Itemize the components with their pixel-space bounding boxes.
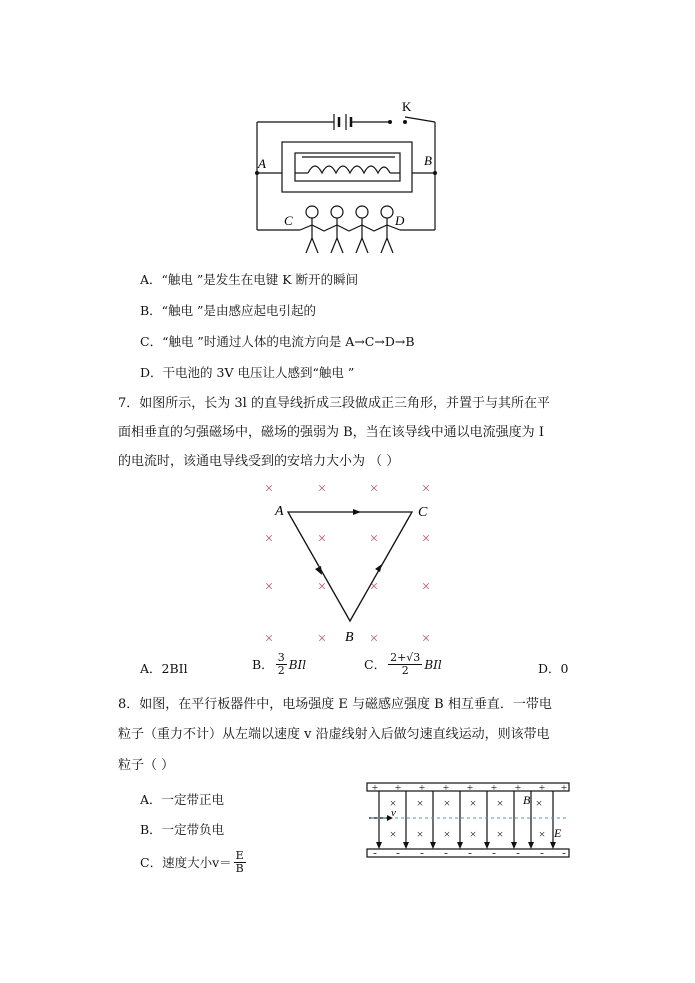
svg-text:B: B [424, 153, 432, 168]
svg-text:+: + [371, 782, 379, 794]
svg-text:×: × [264, 631, 274, 647]
svg-text:-: - [420, 847, 424, 859]
svg-text:A: A [258, 156, 266, 171]
svg-text:+: + [466, 782, 474, 794]
q8-stem-line-1: 8．如图，在平行板器件中，电场强度 E 与磁感应强度 B 相互垂直．一带电 [118, 697, 552, 712]
svg-text:×: × [535, 796, 543, 810]
svg-text:-: - [516, 847, 520, 859]
triangle-field-figure [255, 478, 440, 648]
vertex-c-label: C [418, 505, 428, 520]
q7-option-a[interactable]: A．2BIl [140, 661, 188, 676]
svg-text:×: × [369, 531, 379, 547]
q6-option-b[interactable]: B．“触电 ”是由感应起电引起的 [140, 303, 316, 318]
svg-text:×: × [369, 579, 379, 595]
svg-text:C: C [284, 213, 293, 228]
q7-stem-line-3: 的电流时，该通电导线受到的安培力大小为 （ ） [118, 454, 400, 469]
svg-text:+: + [394, 782, 402, 794]
svg-text:+: + [538, 782, 546, 794]
switch-label: K [402, 99, 412, 114]
svg-text:×: × [421, 481, 431, 497]
svg-text:×: × [317, 631, 327, 647]
svg-text:-: - [562, 847, 566, 859]
vertex-a-label: A [275, 504, 284, 519]
q8-option-a[interactable]: A．一定带正电 [140, 792, 225, 807]
svg-text:×: × [443, 796, 451, 810]
svg-text:-: - [540, 847, 544, 859]
svg-text:×: × [496, 796, 504, 810]
svg-text:+: + [490, 782, 498, 794]
svg-text:×: × [317, 481, 327, 497]
svg-text:×: × [369, 631, 379, 647]
svg-text:+: + [442, 782, 450, 794]
q8-option-c[interactable]: C．速度大小v＝ $\frac{E}{B}$ [140, 849, 244, 875]
q6-option-a[interactable]: A．“触电 ”是发生在电键 K 断开的瞬间 [140, 272, 359, 287]
q8-stem-line-2: 粒子（重力不计）从左端以速度 v 沿虚线射入后做匀速直线运动，则该带电 [118, 727, 550, 742]
svg-text:+: + [418, 782, 426, 794]
svg-text:×: × [496, 827, 504, 841]
svg-text:×: × [421, 531, 431, 547]
q7-option-d[interactable]: D．0 [538, 661, 569, 676]
parallel-plate-figure [365, 780, 573, 860]
svg-text:×: × [389, 796, 397, 810]
q6-option-c[interactable]: C．“触电 ”时通过人体的电流方向是 A→C→D→B [140, 334, 415, 349]
svg-text:-: - [468, 847, 472, 859]
q7-option-c[interactable]: C． $\frac{2+√3}{2}$ BIl [364, 651, 442, 677]
q8-stem-line-3: 粒子（ ） [118, 758, 175, 773]
svg-text:×: × [389, 827, 397, 841]
svg-text:-: - [373, 847, 377, 859]
svg-text:×: × [317, 579, 327, 595]
svg-text:-: - [492, 847, 496, 859]
svg-text:×: × [264, 481, 274, 497]
svg-text:×: × [416, 827, 424, 841]
svg-text:×: × [421, 579, 431, 595]
svg-text:×: × [538, 827, 546, 841]
vertex-b-label: B [345, 630, 354, 645]
svg-text:×: × [469, 827, 477, 841]
svg-text:×: × [416, 796, 424, 810]
q7-stem-line-2: 面相垂直的匀强磁场中，磁场的强弱为 B，当在该导线中通以电流强度为 I [118, 425, 544, 440]
people-icon [300, 206, 400, 253]
svg-text:×: × [264, 579, 274, 595]
svg-text:×: × [469, 796, 477, 810]
field-e-label: E [554, 826, 562, 840]
svg-text:+: + [560, 782, 568, 794]
svg-text:×: × [443, 827, 451, 841]
q7-option-b[interactable]: B． $\frac{3}{2}$ BIl [252, 651, 307, 677]
q8-option-b[interactable]: B．一定带负电 [140, 822, 225, 837]
q6-option-d[interactable]: D．干电池的 3V 电压让人感到“触电 ” [140, 365, 355, 380]
svg-text:×: × [317, 531, 327, 547]
svg-text:×: × [369, 481, 379, 497]
svg-text:-: - [396, 847, 400, 859]
velocity-label: v [391, 807, 396, 819]
svg-text:-: - [444, 847, 448, 859]
svg-text:+: + [514, 782, 522, 794]
svg-text:D: D [395, 213, 405, 228]
field-b-label: B [523, 793, 531, 807]
svg-text:×: × [264, 531, 274, 547]
svg-text:×: × [421, 631, 431, 647]
q7-stem-line-1: 7．如图所示，长为 3l 的直导线折成三段做成正三角形，并置于与其所在平 [118, 396, 550, 411]
circuit-figure [240, 95, 455, 260]
